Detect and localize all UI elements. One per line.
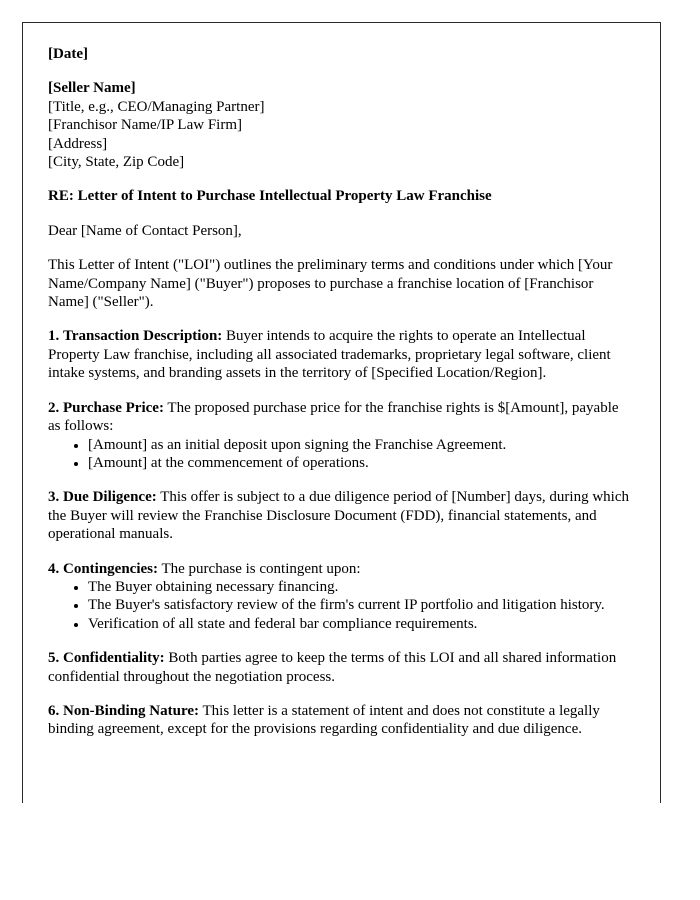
section-2 <box>48 399 629 436</box>
list-item: • [Amount] at the commencement of operations. <box>88 454 629 472</box>
date-line <box>48 45 629 63</box>
section-3-body: This offer is subject to a due diligence period of [Number] days, during which the Buyer will review the Franchise Disclosure Document (FDD), financial statements, and operational manuals. <box>48 489 629 543</box>
section-3-number: 3. <box>48 489 60 506</box>
section-5-body: Both parties agree to keep the terms of this LOI and all shared information confidential throughout the negotiation process. <box>48 650 617 685</box>
salutation-text: Dear [Name of Contact Person], <box>48 222 242 239</box>
recipient-address-block <box>48 79 629 171</box>
recipient-company: [Franchisor Name/IP Law Firm] <box>48 117 242 134</box>
section-6-number: 6. <box>48 702 60 719</box>
document-body <box>48 45 629 755</box>
section-4-bullet-list <box>48 578 629 633</box>
list-item: • The Buyer's satisfactory review of the firm's current IP portfolio and litigation history. <box>88 596 629 614</box>
recipient-name: [Seller Name] <box>48 80 136 97</box>
section-6 <box>48 702 629 739</box>
section-3 <box>48 488 629 543</box>
salutation <box>48 222 629 240</box>
section-5-number: 5. <box>48 650 60 667</box>
section-2-bullet-list <box>48 436 629 473</box>
section-2-number: 2. <box>48 399 60 416</box>
section-4 <box>48 560 629 578</box>
section-1-number: 1. <box>48 328 60 345</box>
recipient-city-state-zip: [City, State, Zip Code] <box>48 154 185 171</box>
section-1 <box>48 327 629 382</box>
list-item: • [Amount] as an initial deposit upon signing the Franchise Agreement. <box>88 436 629 454</box>
section-2-heading: Purchase Price: <box>63 399 164 416</box>
section-5-heading: Confidentiality: <box>63 650 165 667</box>
list-item: • Verification of all state and federal bar compliance requirements. <box>88 615 629 633</box>
recipient-title: [Title, e.g., CEO/Managing Partner] <box>48 98 265 115</box>
document-page <box>22 22 661 803</box>
recipient-address: [Address] <box>48 135 108 152</box>
section-4-number: 4. <box>48 560 60 577</box>
section-3-heading: Due Diligence: <box>63 489 157 506</box>
date-placeholder: [Date] <box>48 46 88 62</box>
intro-paragraph <box>48 256 629 311</box>
subject-line-text: RE: Letter of Intent to Purchase Intellectual Property Law Franchise <box>48 188 492 205</box>
section-6-heading: Non-Binding Nature: <box>63 702 199 719</box>
section-4-heading: Contingencies: <box>63 560 158 577</box>
section-6-body: This letter is a statement of intent and does not constitute a legally binding agreement, except for the provisions regarding confidentiality and due diligence. <box>48 702 600 738</box>
section-1-heading: Transaction Description: <box>63 328 223 345</box>
section-4-body: The purchase is contingent upon: <box>161 560 361 577</box>
section-2-body: The proposed purchase price for the franchise rights is $[Amount], payable as follows: <box>48 399 619 435</box>
section-5 <box>48 649 629 686</box>
section-1-body: Buyer intends to acquire the rights to operate an Intellectual Property Law franchise, including all associated trademarks, proprietary legal software, client intake systems, and branding assets in the territory of [Specified Location/Region]. <box>48 328 611 382</box>
list-item: • The Buyer obtaining necessary financing. <box>88 578 629 596</box>
intro-paragraph-text: This Letter of Intent ("LOI") outlines the preliminary terms and conditions under which [Your Name/Company Name] ("Buyer") proposes to purchase a franchise location of [Franchisor Name] ("Seller"). <box>48 257 613 311</box>
subject-line <box>48 187 629 205</box>
